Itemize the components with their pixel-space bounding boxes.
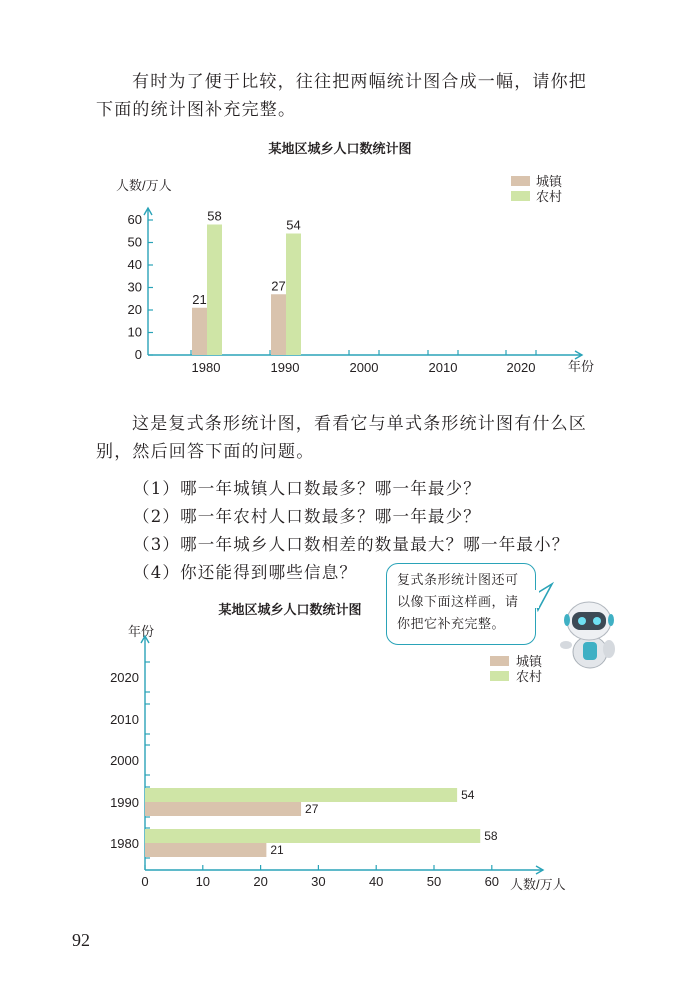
legend-label: 农村 — [516, 669, 543, 684]
y-tick-label: 40 — [127, 257, 142, 272]
legend-swatch — [511, 191, 530, 201]
data-label: 54 — [286, 217, 301, 233]
bar-城镇 — [192, 308, 207, 355]
legend-swatch — [511, 176, 530, 186]
intro-line-1: 有时为了便于比较，往往把两幅统计图合成一幅，请你把 — [132, 72, 587, 92]
legend-label: 城镇 — [516, 654, 543, 669]
x-axis-arrow — [536, 866, 543, 874]
y-tick-label: 10 — [127, 324, 142, 340]
y-tick-label: 0 — [134, 347, 142, 362]
data-label: 27 — [305, 802, 319, 816]
bar-农村 — [145, 788, 457, 802]
x-tick-label: 2000 — [349, 360, 379, 375]
bubble-line-2: 以像下面这样画，请 — [397, 595, 519, 610]
y-tick-label: 50 — [127, 234, 142, 250]
legend-label: 城镇 — [536, 174, 563, 189]
bubble-line-3: 你把它补充完整。 — [397, 617, 506, 632]
data-label: 21 — [192, 291, 207, 307]
y-tick-label: 1980 — [110, 836, 139, 851]
x-tick-label: 2020 — [506, 360, 536, 375]
page-number: 92 — [72, 930, 90, 950]
bar-城镇 — [145, 843, 266, 857]
question-3: （3）哪一年城乡人口数相差的数量最大？哪一年最小？ — [133, 535, 570, 554]
y-axis-label: 年份 — [128, 624, 155, 639]
x-tick-label: 1990 — [270, 360, 300, 375]
speech-bubble — [386, 563, 536, 645]
y-axis-arrow — [141, 636, 149, 643]
bubble-line-1: 复式条形统计图还可 — [397, 573, 519, 588]
y-axis-arrow — [144, 208, 152, 215]
bar-城镇 — [271, 294, 286, 355]
x-tick-label: 40 — [368, 874, 384, 889]
y-tick-label: 2020 — [110, 670, 139, 685]
robot-body — [560, 602, 615, 668]
data-label: 21 — [270, 843, 284, 857]
x-tick-label: 0 — [141, 874, 149, 889]
x-tick-label: 50 — [426, 874, 442, 889]
explain-line-2: 别，然后回答下面的问题。 — [96, 442, 315, 462]
y-tick-label: 1990 — [110, 795, 139, 810]
intro-line-2: 下面的统计图补充完整。 — [96, 100, 297, 120]
x-tick-label: 2010 — [428, 360, 458, 375]
data-label: 58 — [484, 829, 498, 843]
x-axis-label: 人数/万人 — [510, 877, 566, 892]
x-tick-label: 20 — [253, 874, 268, 889]
question-4: （4）你还能得到哪些信息？ — [133, 563, 358, 582]
data-label: 58 — [207, 208, 222, 224]
x-axis-label: 年份 — [568, 359, 595, 374]
data-label: 54 — [461, 788, 475, 802]
question-1: （1）哪一年城镇人口数最多？哪一年最少？ — [133, 479, 481, 498]
legend-swatch — [490, 656, 509, 666]
y-tick-label: 60 — [127, 212, 142, 227]
y-tick-label: 2000 — [110, 753, 139, 768]
chart-title: 某地区城乡人口数统计图 — [268, 141, 412, 156]
x-axis-arrow — [575, 351, 582, 359]
x-tick-label: 1980 — [191, 360, 221, 375]
data-label: 27 — [271, 278, 286, 294]
x-tick-label: 10 — [195, 874, 211, 889]
y-tick-label: 20 — [127, 302, 142, 317]
y-tick-label: 30 — [127, 279, 142, 295]
x-tick-label: 30 — [311, 874, 326, 889]
bar-农村 — [286, 234, 301, 356]
bar-农村 — [207, 225, 222, 356]
y-tick-label: 2010 — [110, 712, 139, 727]
chart-title: 某地区城乡人口数统计图 — [218, 602, 362, 617]
intro-paragraph — [96, 68, 616, 124]
explain-paragraph — [96, 410, 616, 466]
legend-label: 农村 — [536, 189, 563, 204]
bar-农村 — [145, 829, 480, 843]
bar-城镇 — [145, 802, 301, 816]
legend-swatch — [490, 671, 509, 681]
explain-line-1: 这是复式条形统计图，看看它与单式条形统计图有什么区 — [132, 414, 587, 434]
y-axis-label: 人数/万人 — [116, 178, 172, 193]
x-tick-label: 60 — [484, 874, 500, 889]
question-2: （2）哪一年农村人口数最多？哪一年最少？ — [133, 507, 481, 526]
